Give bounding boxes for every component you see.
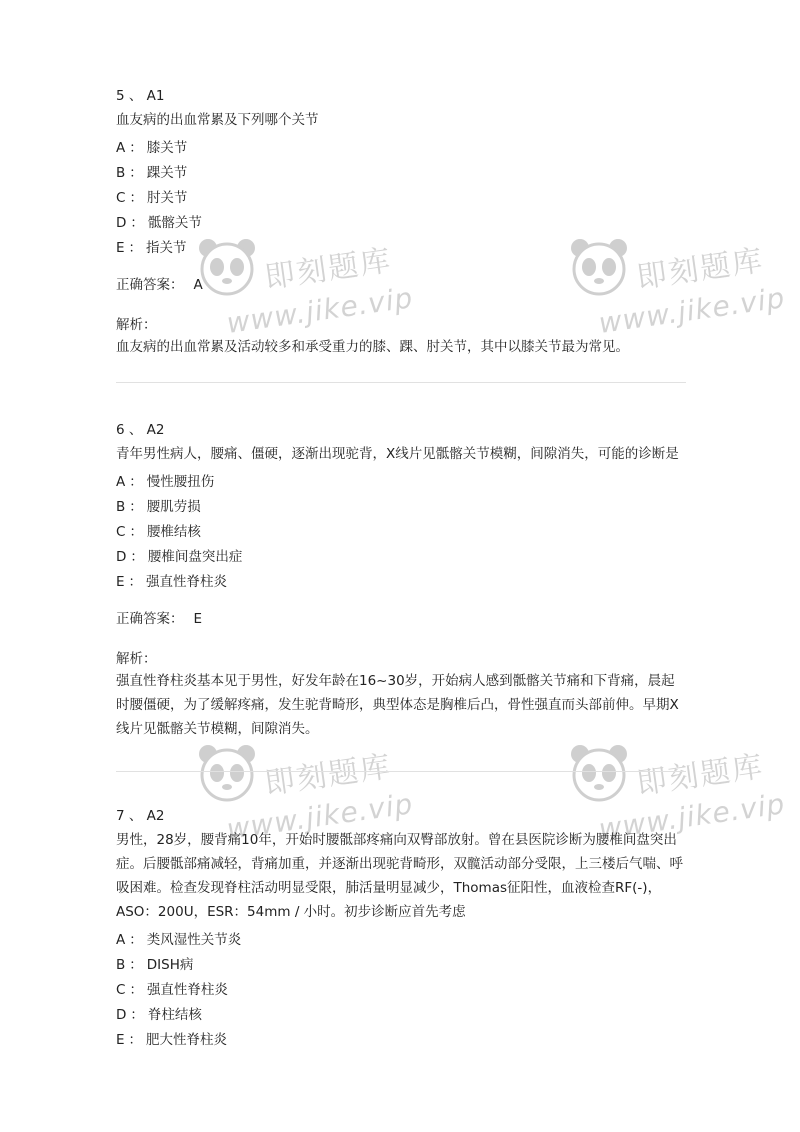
question-block: [116, 86, 686, 359]
option-key: E: [116, 574, 125, 590]
option-key: B: [116, 957, 126, 973]
watermark-url: www.jike.vip: [224, 281, 416, 340]
question-stem: 男性，28岁，腰背痛10年，开始时腰骶部疼痛向双臀部放射。曾在县医院诊断为腰椎间盘突出症。后腰骶部痛减轻，背痛加重，并逐渐出现驼背畸形，双髋活动部分受限，上三楼后气喘、呼吸困难。检查发现脊柱活动明显受限，肺活量明显减少，Thomas征阳性，血液检查RF(-)，ASO：200U，ESR：54mm / 小时。初步诊断应首先考虑: [116, 832, 683, 920]
divider: [116, 382, 686, 383]
option-a: A ： 类风湿性关节炎: [116, 932, 242, 948]
option-text: 踝关节: [146, 165, 188, 181]
analysis-label: 解析：: [116, 317, 157, 333]
option-c: C ： 肘关节: [116, 190, 188, 206]
option-key: E: [116, 240, 125, 256]
option-c: C ： 腰椎结核: [116, 524, 201, 540]
option-text: 脊柱结核: [147, 1007, 202, 1023]
option-e: E ： 强直性脊柱炎: [116, 574, 228, 590]
option-text: 肥大性脊柱炎: [146, 1032, 228, 1048]
divider: [116, 771, 686, 772]
option-text: 膝关节: [146, 140, 188, 156]
option-text: 腰肌劳损: [146, 499, 201, 515]
watermark-url: www.jike.vip: [596, 787, 788, 846]
analysis-text: 强直性脊柱炎基本见于男性，好发年龄在16~30岁，开始病人感到骶髂关节痛和下背痛，晨起时腰僵硬，为了缓解疼痛，发生驼背畸形，典型体态是胸椎后凸，骨性强直而头部前伸。早期X线片见骶髂关节模糊，间隙消失。: [116, 673, 679, 737]
option-e: E ： 指关节: [116, 240, 187, 256]
option-e: E ： 肥大性脊柱炎: [116, 1032, 228, 1048]
watermark-url: www.jike.vip: [596, 281, 788, 340]
option-d: D ： 脊柱结核: [116, 1007, 202, 1023]
question-number: 5 、 A1: [116, 88, 165, 104]
option-d: D ： 腰椎间盘突出症: [116, 549, 243, 565]
correct-answer: [116, 609, 686, 629]
watermark-brand: 即刻题库: [634, 243, 767, 296]
option-key: C: [116, 190, 126, 206]
option-key: A: [116, 932, 126, 948]
answer-value: E: [193, 611, 203, 627]
option-key: D: [116, 549, 127, 565]
option-text: 强直性脊柱炎: [146, 574, 228, 590]
option-b: B ： 腰肌劳损: [116, 499, 201, 515]
answer-label: 正确答案：: [116, 277, 184, 293]
question-block: [116, 806, 686, 1053]
option-d: D ： 骶髂关节: [116, 215, 202, 231]
option-key: E: [116, 1032, 125, 1048]
watermark-brand: 即刻题库: [262, 243, 395, 296]
option-key: A: [116, 140, 126, 156]
question-stem: 青年男性病人，腰痛、僵硬，逐渐出现驼背，X线片见骶髂关节模糊，间隙消失，可能的诊断是: [116, 446, 679, 462]
option-b: B ： 踝关节: [116, 165, 188, 181]
option-text: 腰椎结核: [146, 524, 201, 540]
option-key: B: [116, 499, 126, 515]
panda-logo-icon: [196, 742, 258, 804]
question-block: [116, 420, 686, 741]
option-key: B: [116, 165, 126, 181]
option-text: 腰椎间盘突出症: [147, 549, 243, 565]
question-number: 7 、 A2: [116, 808, 165, 824]
answer-value: A: [193, 277, 203, 293]
analysis-text: 血友病的出血常累及活动较多和承受重力的膝、踝、肘关节，其中以膝关节最为常见。: [116, 339, 629, 355]
option-key: D: [116, 215, 127, 231]
option-key: A: [116, 474, 126, 490]
option-c: C ： 强直性脊柱炎: [116, 982, 228, 998]
option-b: B ： DISH病: [116, 957, 194, 973]
option-text: 肘关节: [146, 190, 188, 206]
correct-answer: [116, 275, 686, 295]
watermark-brand: 即刻题库: [262, 749, 395, 802]
question-stem: 血友病的出血常累及下列哪个关节: [116, 112, 319, 128]
option-text: 强直性脊柱炎: [146, 982, 228, 998]
watermark-brand: 即刻题库: [634, 749, 767, 802]
panda-logo-icon: [568, 742, 630, 804]
analysis-label: 解析：: [116, 651, 157, 667]
option-key: C: [116, 524, 126, 540]
option-text: 骶髂关节: [147, 215, 202, 231]
option-text: 指关节: [146, 240, 187, 256]
watermark-url: www.jike.vip: [224, 787, 416, 846]
option-key: C: [116, 982, 126, 998]
answer-label: 正确答案：: [116, 611, 184, 627]
question-number: 6 、 A2: [116, 422, 165, 438]
option-text: 慢性腰扭伤: [146, 474, 215, 490]
option-text: 类风湿性关节炎: [146, 932, 242, 948]
option-text: DISH病: [146, 957, 194, 973]
option-a: A ： 慢性腰扭伤: [116, 474, 215, 490]
option-key: D: [116, 1007, 127, 1023]
option-a: A ： 膝关节: [116, 140, 188, 156]
